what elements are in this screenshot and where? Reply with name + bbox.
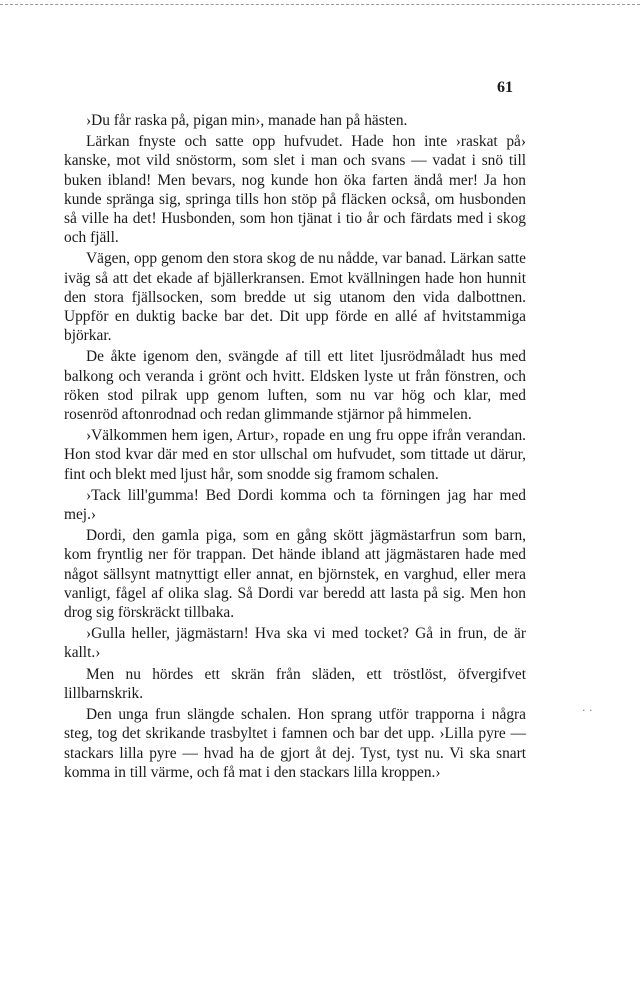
paragraph-5: ›Välkommen hem igen, Artur›, ropade en ung fru oppe ifrån verandan. Hon stod kvar där med en stor ullschal om hufvudet, som tittade ut därur, fint och blekt med ljust hår, som snodde sig framom schalen.	[64, 427, 526, 483]
body-text	[64, 111, 526, 784]
paragraph-3: Vägen, opp genom den stora skog de nu nådde, var banad. Lärkan satte iväg så att det ekade af bjällerkransen. Emot kvällningen hade hon hunnit den stora fjällsocken, som bredde ut sig utanom den vida dalbottnen. Uppför en duktig backe bar det. Dit upp förde en allé af hvitstammiga björkar.	[64, 250, 526, 345]
paragraph-6: ›Tack lill'gumma! Bed Dordi komma och ta förningen jag har med mej.›	[64, 486, 526, 524]
paragraph-2: Lärkan fnyste och satte opp hufvudet. Hade hon inte ›raskat på› kanske, mot vild snöstorm, som slet i man och svans — vadat i snö till buken ibland! Men bevars, nog kunde hon öka farten ändå mer! Ja hon kunde spränga sig, springa tills hon stöp på fläcken också, om husbonden så ville ha det! Husbonden, som hon tjänat i tio år och färdats med i skog och fjäll.	[64, 133, 526, 247]
paragraph-4: De åkte igenom den, svängde af till ett litet ljusrödmåladt hus med balkong och veranda i grönt och hvitt. Eldsken lyste ut från fönstren, och röken stod pilrak upp genom luften, som nu var hög och klar, med rosenröd aftonrodnad och redan glimmande stjärnor på himmelen.	[64, 348, 526, 424]
paragraph-1: ›Du får raska på, pigan min›, manade han på hästen.	[86, 112, 408, 129]
margin-speck-mark: · ·	[582, 704, 593, 717]
paragraph-7: Dordi, den gamla piga, som en gång skött jägmästarfrun som barn, kom fryntlig ner för trappan. Det hände ibland att jägmästaren hade med något sällsynt matnyttigt eller annat, en björnstek, en varghud, eller mera vanligt, fågel af olika slag. Så Dordi var beredd att lasta på sig. Men hon drog sig förskräckt tillbaka.	[64, 527, 526, 622]
paragraph-9: Men nu hördes ett skrän från släden, ett tröstlöst, öfvergifvet lillbarnskrik.	[64, 665, 526, 702]
paragraph-8: ›Gulla heller, jägmästarn! Hva ska vi med tocket? Gå in frun, de är kallt.›	[64, 625, 526, 662]
page-top-edge-rule	[0, 4, 640, 5]
paragraph-10: Den unga frun slängde schalen. Hon sprang utför trapporna i några steg, tog det skrikande trasbyltet i famnen och bar det upp. ›Lilla pyre — stackars lilla pyre — hvad ha de gjort åt dej. Tyst, tyst nu. Vi ska snart komma in till värme, och få mat i den stackars lilla kroppen.›	[64, 706, 526, 781]
page-number: 61	[497, 79, 513, 96]
